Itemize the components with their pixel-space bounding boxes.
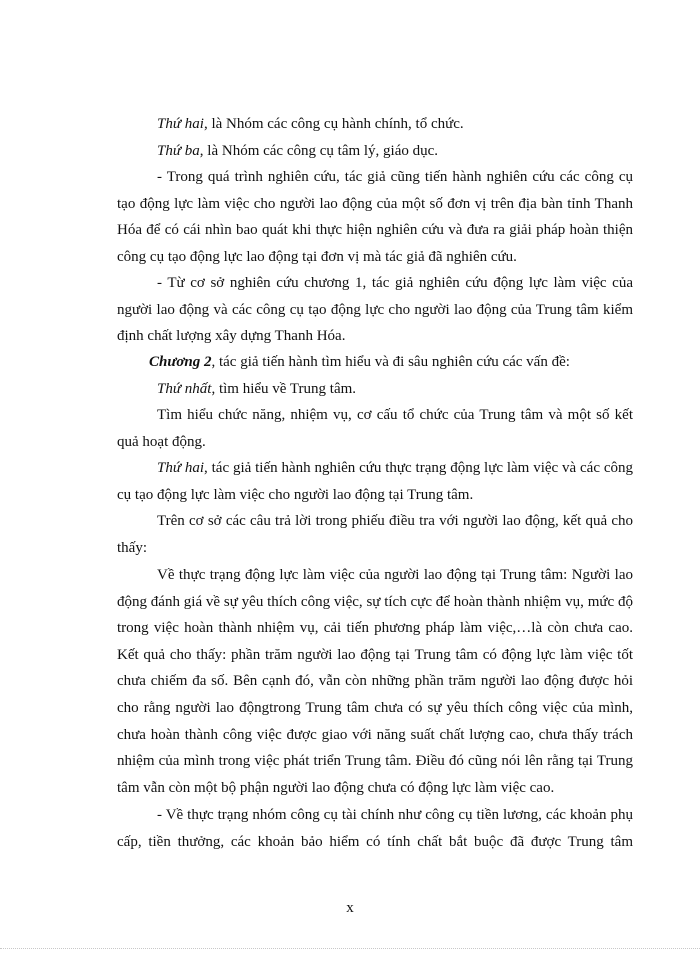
paragraph-qua-trinh-nghien-cuu [117,164,633,270]
paragraph-text: , là Nhóm các công cụ tâm lý, giáo dục. [199,143,439,159]
paragraph-text: - Trong quá trình nghiên cứu, tác giả cũng tiến hành nghiên cứu các công cụ tạo động lực làm việc cho người lao động của một số đơn vị trên địa bàn tỉnh Thanh Hóa để có cái nhìn bao quát khi thực hiện nghiên cứu và đưa ra giải pháp hoàn thiện công cụ tạo động lực lao động tại đơn vị mà tác giả đã nghiên cứu. [117,169,633,265]
paragraph-text: Trên cơ sở các câu trả lời trong phiếu điều tra với người lao động, kết quả cho thấy: [117,513,633,556]
paragraph-lead: Thứ hai [157,460,205,476]
paragraph-phieu-dieu-tra [117,508,633,561]
paragraph-thu-hai-thuc-trang [117,455,633,508]
paragraph-thuc-trang-dong-luc [117,562,633,801]
paragraph-text: , tác giả tiến hành nghiên cứu thực trạng động lực làm việc và các công cụ tạo động lực làm việc cho người lao động tại Trung tâm. [117,460,633,503]
paragraph-co-so-chuong-1 [117,270,633,350]
paragraph-thu-nhat [117,376,633,403]
page-number: x [346,900,354,916]
paragraph-cong-cu-tai-chinh [117,802,633,855]
paragraph-text: - Từ cơ sở nghiên cứu chương 1, tác giả nghiên cứu động lực làm việc của người lao động và các công cụ tạo động lực cho người lao động của Trung tâm kiểm định chất lượng xây dựng Thanh Hóa. [117,275,633,345]
paragraph-thu-hai-hanh-chinh [117,111,633,138]
paragraph-text: , tác giả tiến hành tìm hiểu và đi sâu nghiên cứu các vấn đề: [211,354,570,370]
paragraph-lead: Thứ nhất [157,381,212,397]
paragraph-lead: Chương 2 [149,354,212,370]
paragraph-text: Về thực trạng động lực làm việc của người lao động tại Trung tâm: Người lao động đánh giá về sự yêu thích công việc, sự tích cực để hoàn thành nhiệm vụ, mức độ trong việc hoàn thành nhiệm vụ, cải tiến phương pháp làm việc,…là còn chưa cao. Kết quả cho thấy: phần trăm người lao động tại Trung tâm có động lực làm việc tốt chưa chiếm đa số. Bên cạnh đó, vẫn còn những phần trăm người lao động được hỏi cho rằng người lao độngtrong Trung tâm chưa có sự yêu thích công việc của mình, chưa hoàn thành công việc được giao với năng suất chất lượng cao, chưa thấy trách nhiệm của mình trong việc phát triển Trung tâm. Điều đó cũng nói lên rằng tại Trung tâm vẫn còn một bộ phận người lao động chưa có động lực làm việc cao. [117,567,633,796]
paragraph-text: - Về thực trạng nhóm công cụ tài chính như công cụ tiền lương, các khoản phụ cấp, tiền thưởng, các khoản bảo hiểm có tính chất bắt buộc đã được Trung tâm [117,807,633,850]
paragraph-lead: Thứ ba [157,143,200,159]
paragraph-chuong-2 [149,349,633,376]
page-bottom-divider [0,948,700,949]
paragraph-text: , là Nhóm các công cụ hành chính, tổ chức. [203,116,464,132]
paragraph-thu-ba-tam-ly [117,138,633,165]
paragraph-text: Tìm hiểu chức năng, nhiệm vụ, cơ cấu tổ chức của Trung tâm và một số kết quả hoạt động. [117,407,633,450]
paragraph-chuc-nang-nhiem-vu [117,402,633,455]
paragraph-text: , tìm hiểu về Trung tâm. [211,381,357,397]
paragraph-lead: Thứ hai [157,116,204,132]
